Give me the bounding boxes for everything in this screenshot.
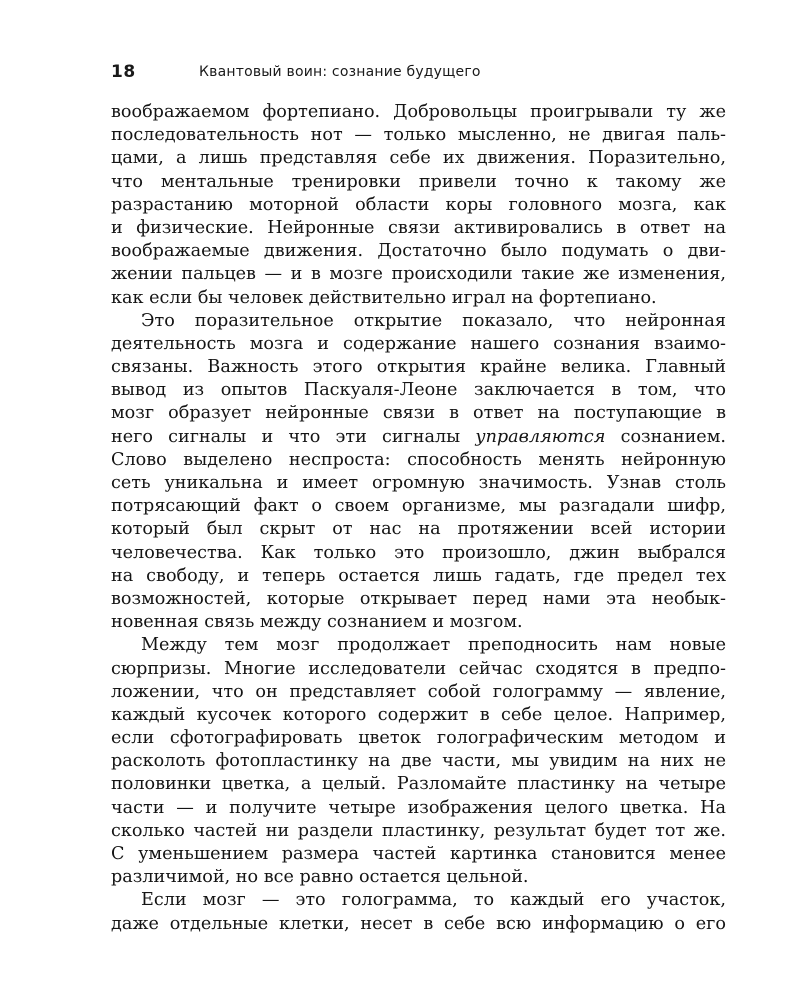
text-line: ложении, что он представляет собой голограмму — явление, xyxy=(111,681,726,702)
text-line: разрастанию моторной области коры головного мозга, как xyxy=(111,194,726,215)
text-line: который был скрыт от нас на протяжении всей истории xyxy=(111,519,726,540)
text-line: на свободу, и теперь остается лишь гадать, где предел тех xyxy=(111,565,726,586)
line-text-after: сознанием. xyxy=(605,426,726,447)
text-line: последовательность нот — только мысленно, не двигая паль- xyxy=(111,125,726,146)
paragraph-4 xyxy=(111,889,726,935)
text-line: части — и получите четыре изображения целого цветка. На xyxy=(111,797,726,818)
text-line: новенная связь между сознанием и мозгом. xyxy=(111,612,523,633)
emphasized-word: управляются xyxy=(475,426,606,447)
text-line: Слово выделено неспроста: способность менять нейронную xyxy=(111,449,726,470)
text-line: если сфотографировать цветок голографическим методом и xyxy=(111,728,726,749)
text-line: Между тем мозг продолжает преподносить нам новые xyxy=(141,635,726,656)
text-line: каждый кусочек которого содержит в себе целое. Например, xyxy=(111,704,726,725)
paragraph-2 xyxy=(111,310,726,635)
text-line: жении пальцев — и в мозге происходили такие же изменения, xyxy=(111,264,726,285)
text-line: что ментальные тренировки привели точно к такому же xyxy=(111,171,726,192)
text-line: расколоть фотопластинку на две части, мы увидим на них не xyxy=(111,751,726,772)
running-header xyxy=(111,62,726,90)
line-text-before: него сигналы и что эти сигналы xyxy=(111,426,476,447)
text-line: мозг образует нейронные связи в ответ на поступающие в xyxy=(111,403,726,424)
book-title: Квантовый воин: сознание будущего xyxy=(199,64,481,80)
text-line: Если мозг — это голограмма, то каждый его участок, xyxy=(141,890,726,911)
paragraph-1 xyxy=(111,101,726,310)
text-line: воображаемом фортепиано. Добровольцы проигрывали ту же xyxy=(111,102,726,122)
text-line: возможностей, которые открывает перед нами эта необык- xyxy=(111,588,726,609)
text-line: как если бы человек действительно играл на фортепиано. xyxy=(111,287,657,308)
text-line: различимой, но все равно остается цельной. xyxy=(111,867,529,888)
text-line: сколько частей ни раздели пластинку, результат будет тот же. xyxy=(111,820,726,841)
text-line: связаны. Важность этого открытия крайне велика. Главный xyxy=(111,357,726,378)
text-line: вывод из опытов Паскуаля-Леоне заключается в том, что xyxy=(111,380,726,401)
text-line-with-emphasis xyxy=(111,426,726,449)
text-line: цами, а лишь представляя себе их движения. Поразительно, xyxy=(111,148,726,169)
text-line: человечества. Как только это произошло, джин выбрался xyxy=(111,542,726,563)
text-line: сеть уникальна и имеет огромную значимость. Узнав столь xyxy=(111,473,726,493)
text-line: и физические. Нейронные связи активировались в ответ на xyxy=(111,217,726,238)
text-line: деятельность мозга и содержание нашего сознания взаимо- xyxy=(111,333,726,354)
text-line: потрясающий факт о своем организме, мы разгадали шифр, xyxy=(111,496,726,517)
text-line: воображаемые движения. Достаточно было подумать о дви- xyxy=(111,241,726,262)
paragraph-3 xyxy=(111,634,726,889)
text-line: половинки цветка, а целый. Разломайте пластинку на четыре xyxy=(111,774,726,795)
text-line: С уменьшением размера частей картинка становится менее xyxy=(111,844,726,864)
page-number: 18 xyxy=(111,62,136,82)
text-line: даже отдельные клетки, несет в себе всю информацию о его xyxy=(111,913,726,934)
body-text xyxy=(111,101,726,936)
text-line: сюрпризы. Многие исследователи сейчас сходятся в предпо- xyxy=(111,658,726,679)
text-line: Это поразительное открытие показало, что нейронная xyxy=(141,310,726,331)
